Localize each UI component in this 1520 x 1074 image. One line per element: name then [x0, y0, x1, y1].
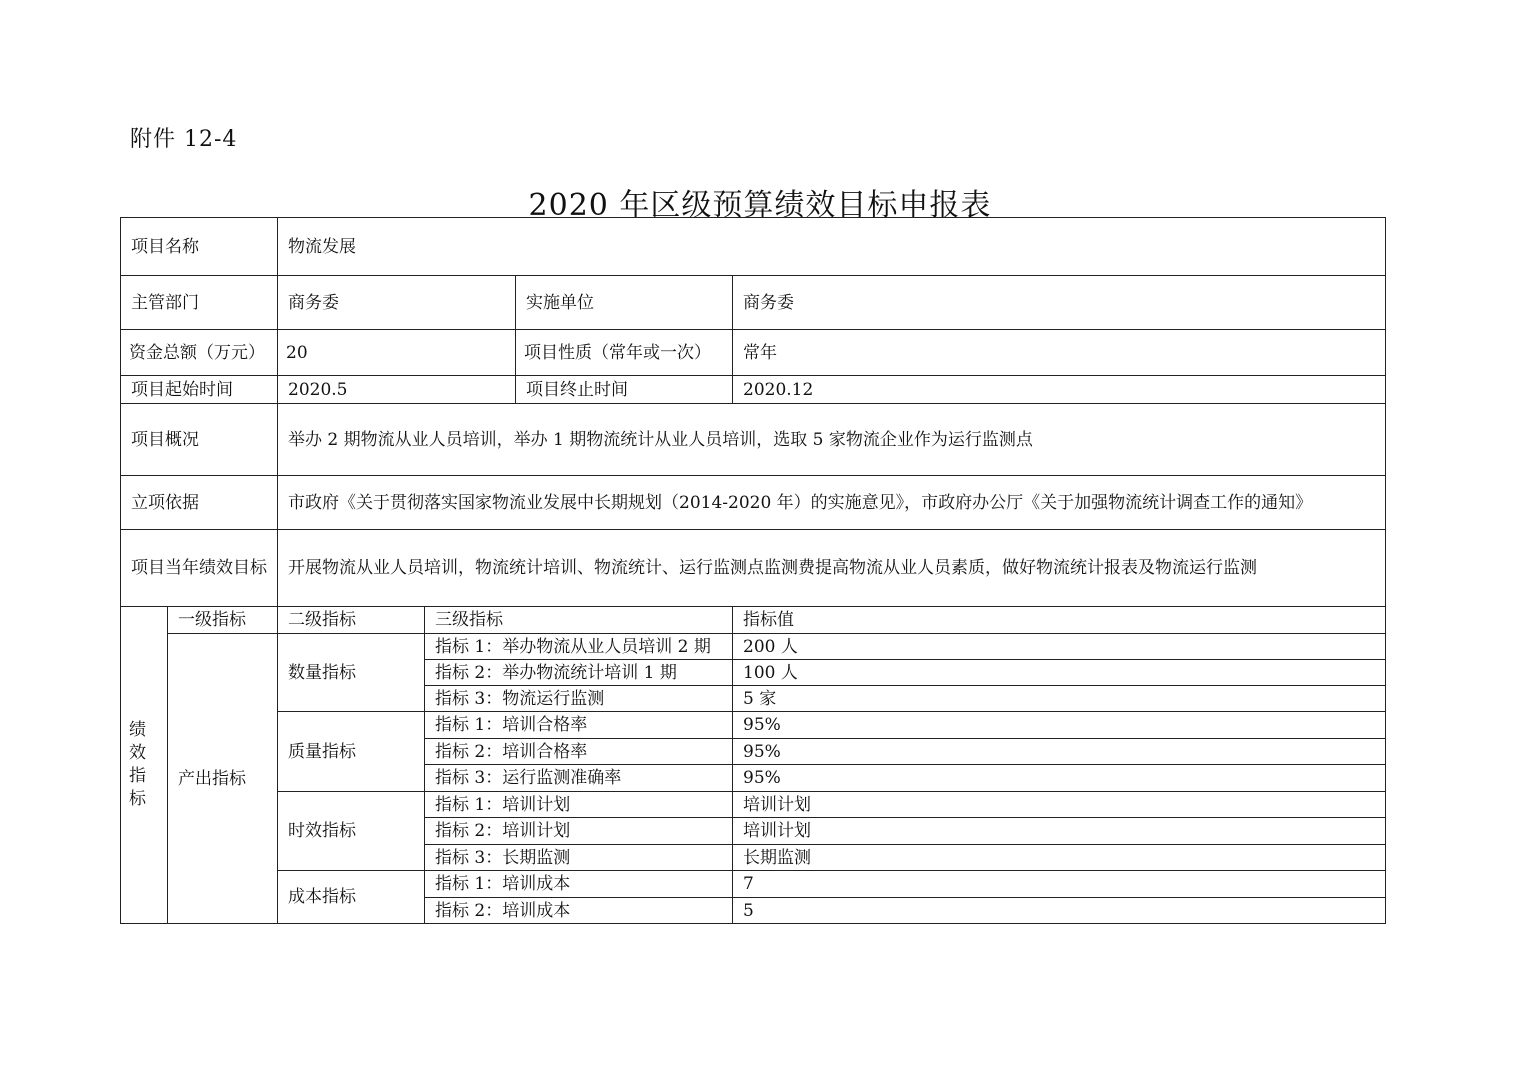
row-project-name	[121, 218, 1386, 276]
indicator-name: 指标 2：培训成本	[425, 898, 733, 924]
project-name-label: 项目名称	[121, 218, 278, 276]
table-row	[121, 792, 1386, 818]
indicator-value: 95%	[733, 712, 1386, 739]
indicators-section-label: 绩 效 指 标	[121, 607, 168, 924]
indicator-value: 长期监测	[733, 845, 1386, 871]
indicator-value: 100 人	[733, 660, 1386, 686]
indicator-name: 指标 1：培训计划	[425, 792, 733, 818]
basis-label: 立项依据	[121, 476, 278, 530]
indicator-name: 指标 3：运行监测准确率	[425, 765, 733, 792]
row-funds	[121, 330, 1386, 376]
indicator-value: 7	[733, 871, 1386, 898]
row-period	[121, 376, 1386, 404]
row-goal	[121, 530, 1386, 607]
indicator-value: 5	[733, 898, 1386, 924]
indicator-value: 95%	[733, 765, 1386, 792]
indicator-name: 指标 2：培训计划	[425, 818, 733, 845]
impl-unit-label: 实施单位	[516, 276, 733, 330]
overview-label: 项目概况	[121, 404, 278, 476]
dept-value: 商务委	[278, 276, 516, 330]
header-value: 指标值	[733, 607, 1386, 634]
indicator-value: 培训计划	[733, 792, 1386, 818]
indicator-value: 5 家	[733, 686, 1386, 712]
total-funds-label: 资金总额（万元）	[121, 330, 278, 376]
row-department	[121, 276, 1386, 330]
overview-value: 举办 2 期物流从业人员培训，举办 1 期物流统计从业人员培训，选取 5 家物流企业作为运行监测点	[278, 404, 1386, 476]
indicator-header-row	[121, 607, 1386, 634]
table-row	[121, 712, 1386, 739]
nature-label: 项目性质（常年或一次）	[516, 330, 733, 376]
goal-value: 开展物流从业人员培训，物流统计培训、物流统计、运行监测点监测费提高物流从业人员素质，做好物流统计报表及物流运行监测	[278, 530, 1386, 607]
row-basis	[121, 476, 1386, 530]
header-level3: 三级指标	[425, 607, 733, 634]
indicator-name: 指标 3：长期监测	[425, 845, 733, 871]
indicator-value: 200 人	[733, 634, 1386, 660]
row-overview	[121, 404, 1386, 476]
project-name-value: 物流发展	[278, 218, 1386, 276]
indicator-name: 指标 3：物流运行监测	[425, 686, 733, 712]
indicator-value: 95%	[733, 739, 1386, 765]
indicator-value: 培训计划	[733, 818, 1386, 845]
quality-indicator-label: 质量指标	[278, 712, 425, 792]
header-level2: 二级指标	[278, 607, 425, 634]
nature-value: 常年	[733, 330, 1386, 376]
header-level1: 一级指标	[168, 607, 278, 634]
table-row	[121, 634, 1386, 660]
start-label: 项目起始时间	[121, 376, 278, 404]
indicator-name: 指标 2：培训合格率	[425, 739, 733, 765]
end-label: 项目终止时间	[516, 376, 733, 404]
indicator-name: 指标 2：举办物流统计培训 1 期	[425, 660, 733, 686]
impl-unit-value: 商务委	[733, 276, 1386, 330]
dept-label: 主管部门	[121, 276, 278, 330]
quantity-indicator-label: 数量指标	[278, 634, 425, 712]
indicator-name: 指标 1：举办物流从业人员培训 2 期	[425, 634, 733, 660]
table-row	[121, 871, 1386, 898]
page-title: 2020 年区级预算绩效目标申报表	[528, 188, 992, 223]
total-funds-value: 20	[278, 330, 516, 376]
budget-form-table	[120, 217, 1386, 924]
goal-label: 项目当年绩效目标	[121, 530, 278, 607]
cost-indicator-label: 成本指标	[278, 871, 425, 924]
indicator-name: 指标 1：培训成本	[425, 871, 733, 898]
annex-label: 附件 12-4	[130, 127, 238, 152]
output-indicator-label: 产出指标	[168, 634, 278, 924]
basis-value: 市政府《关于贯彻落实国家物流业发展中长期规划（2014-2020 年）的实施意见》，市政府办公厅《关于加强物流统计调查工作的通知》	[278, 476, 1386, 530]
end-value: 2020.12	[733, 376, 1386, 404]
start-value: 2020.5	[278, 376, 516, 404]
timeliness-indicator-label: 时效指标	[278, 792, 425, 871]
indicator-name: 指标 1：培训合格率	[425, 712, 733, 739]
